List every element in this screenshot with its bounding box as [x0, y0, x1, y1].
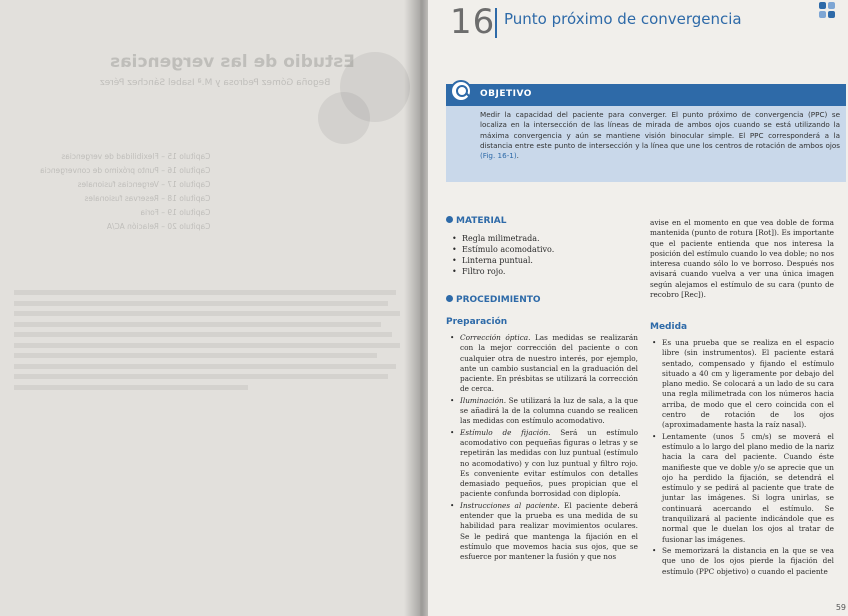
list-item: • Se memorizará la distancia en la que se vea que uno de los ojos pierde la fijación del estímulo (PPC objetivo) o cuando el paciente	[650, 546, 834, 577]
chapter-number: 16	[450, 2, 496, 42]
corner-square-icon	[819, 2, 826, 9]
objective-text: Medir la capacidad del paciente para converger. El punto próximo de convergencia (PPC) se localiza en la intersección de las líneas de mirada de ambos ojos cuando se está utilizando la máxima convergencia y aún se mantiene visión binocular simple. El PPC corresponderá a la distancia entre este punto de intersección y la línea que une los centros de rotación de ambos ojos (Fig. 16-1).	[480, 110, 840, 161]
page-number: 59	[835, 603, 846, 612]
corner-square-icon	[828, 2, 835, 9]
list-item: • Regla milimetrada.	[450, 233, 554, 244]
chapter-title: Punto próximo de convergencia	[504, 10, 742, 28]
material-list	[450, 233, 554, 277]
material-heading: MATERIAL	[446, 216, 507, 226]
left-page-title: Estudio de las vergencias	[110, 52, 355, 72]
continuation-text: avise en el momento en que vea doble de forma mantenida (punto de rotura [Rot]). Es importante que el paciente entienda que nos interesa la posición del estímulo cuando lo vea doble; no nos interesa cuando sólo lo ve borroso. Después nos avisará cuando vuelva a ver una única imagen según alejamos el estímulo de su cara (punto de recobro [Rec]).	[650, 218, 834, 300]
corner-square-icon	[828, 11, 835, 18]
preparation-subheading: Preparación	[446, 317, 508, 327]
left-page-text-block	[14, 290, 404, 395]
magnifier-icon	[450, 80, 472, 102]
left-page-toc: Capítulo 15 – Flexibilidad de vergencias Capítulo 16 – Punto próximo de convergencia Capítulo 17 – Vergencias fusionales Capítulo 18 – Reservas fusionales Capítulo 19 – Foria Capítulo 20 – Relación AC/A	[40, 152, 211, 231]
list-item: • Estímulo acomodativo.	[450, 244, 554, 255]
list-item: • Corrección óptica. Las medidas se realizarán con la mejor corrección del paciente o con cualquier otra de nuestro interés, por ejemplo, ante un cambio sustancial en la graduación del paciente. En présbitas se utilizará la corrección de cerca.	[448, 333, 638, 395]
measure-column	[650, 338, 834, 578]
decorative-circle	[318, 92, 370, 144]
right-page	[428, 0, 848, 616]
list-item: • Es una prueba que se realiza en el espacio libre (sin instrumentos). El paciente estará sentado, compensado y fijando el estímulo situado a 40 cm y ligeramente por debajo del plano medio. Se colocará a un lado de su cara una regla milimetrada con los números hacia arriba, de modo que el cero coincida con el centro de rotación de los ojos (aproximadamente hasta la raíz nasal).	[650, 338, 834, 431]
figure-reference: (Fig. 16-1)	[480, 151, 517, 161]
list-item: • Lentamente (unos 5 cm/s) se moverá el estímulo a lo largo del plano medio de la nariz hacia la cara del paciente. Cuando éste manifieste que ve doble y/o se aprecie que un ojo ha perdido la fijación, se detendrá el estímulo y se pedirá al paciente que trate de juntar las imágenes. Si logra unirlas, se continuará acercando el estímulo. Se tranquilizará al paciente indicándole que es normal que le duelan los ojos al tratar de fusionar las imágenes.	[650, 432, 834, 545]
procedure-heading: PROCEDIMIENTO	[446, 295, 541, 305]
left-page-authors: Begoña Gómez Pedrosa y M.ª Isabel Sánchez Pérez	[100, 78, 331, 88]
corner-square-icon	[819, 11, 826, 18]
list-item: • Instrucciones al paciente. El paciente deberá entender que la prueba es una medida de su habilidad para realizar movimientos oculares. Se le pedirá que mantenga la fijación en el estímulo que movemos hacia sus ojos, que se esfuerce por mantener la fusión y que nos	[448, 501, 638, 563]
chapter-divider	[495, 8, 497, 38]
bullet-dot-icon	[446, 295, 453, 302]
procedure-column	[448, 333, 638, 564]
list-item: • Filtro rojo.	[450, 266, 554, 277]
list-item: • Linterna puntual.	[450, 255, 554, 266]
left-page	[0, 0, 420, 616]
objective-label: OBJETIVO	[480, 89, 532, 99]
bullet-dot-icon	[446, 216, 453, 223]
list-item: • Iluminación. Se utilizará la luz de sala, a la que se añadirá la de la columna cuando se realicen las medidas con estímulo acomodativo.	[448, 396, 638, 427]
list-item: • Estímulo de fijación. Será un estímulo acomodativo con pequeñas figuras o letras y se repetirán las medidas con luz puntual (estímulo no acomodativo) y con luz puntual y filtro rojo. Es conveniente evitar estímulos con detalles demasiado pequeños, pues propician que el paciente confunda borrosidad con diplopía.	[448, 428, 638, 500]
measure-subheading: Medida	[650, 322, 688, 332]
